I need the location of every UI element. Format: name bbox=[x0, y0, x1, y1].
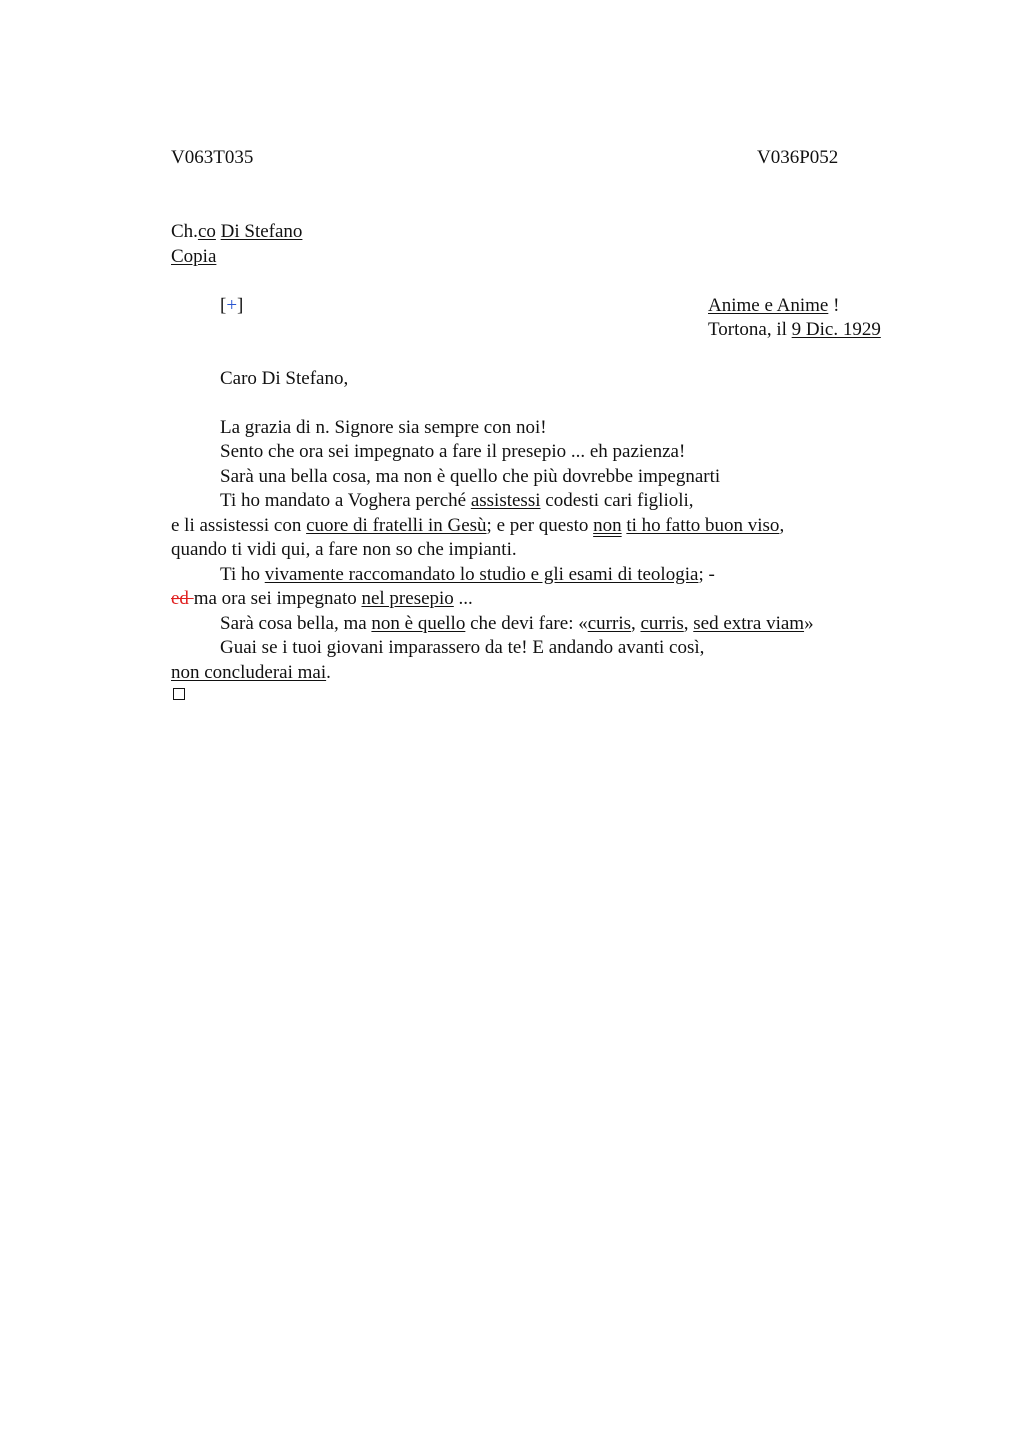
deleted-span: ed bbox=[171, 588, 194, 609]
text-span: , bbox=[631, 613, 641, 634]
text-span: Ti ho bbox=[220, 564, 265, 585]
underlined-span: vivamente raccomandato lo studio e gli esami di teologia bbox=[264, 564, 699, 585]
body-line-11 bbox=[171, 661, 331, 685]
text-span: ... bbox=[453, 588, 473, 609]
body-line-4 bbox=[220, 489, 694, 513]
underlined-span: non è quello bbox=[371, 613, 466, 634]
marker-open: [ bbox=[220, 295, 227, 316]
text-span: ; e per questo bbox=[486, 515, 594, 536]
cross-icon: + bbox=[226, 295, 238, 316]
date-value: 9 Dic. 1929 bbox=[791, 319, 881, 340]
text-span: , bbox=[779, 515, 785, 536]
double-underlined-span: non bbox=[593, 515, 622, 536]
body-line-7 bbox=[220, 563, 715, 587]
end-box-icon bbox=[173, 688, 185, 700]
motto: Anime e Anime bbox=[708, 295, 829, 316]
body-line-10: Guai se i tuoi giovani imparassero da te! E andando avanti così, bbox=[220, 637, 705, 658]
text-span: . bbox=[326, 662, 331, 683]
motto-line bbox=[708, 294, 839, 318]
underlined-span: curris bbox=[640, 613, 684, 634]
underlined-span: ti ho fatto buon viso bbox=[626, 515, 780, 536]
underlined-span: non concluderai mai bbox=[171, 662, 327, 683]
copy-label: Copia bbox=[171, 246, 217, 267]
text-span: , bbox=[683, 613, 694, 634]
date-line bbox=[708, 318, 881, 342]
addressee-line bbox=[171, 220, 302, 244]
text-span: ma ora sei impegnato bbox=[193, 588, 362, 609]
text-span: ; - bbox=[698, 564, 715, 585]
body-line-8 bbox=[171, 587, 473, 611]
salutation: Caro Di Stefano, bbox=[220, 368, 349, 389]
text-span: Ti ho mandato a Voghera perché bbox=[220, 490, 471, 511]
text-span: che devi fare: « bbox=[465, 613, 588, 634]
body-line-3: Sarà una bella cosa, ma non è quello che più dovrebbe impegnarti bbox=[220, 466, 721, 487]
body-line-6: quando ti vidi qui, a fare non so che impianti. bbox=[171, 539, 517, 560]
body-line-5 bbox=[171, 514, 784, 538]
body-line-9 bbox=[220, 612, 814, 636]
body-line-2: Sento che ora sei impegnato a fare il presepio ... eh pazienza! bbox=[220, 441, 686, 462]
cross-marker bbox=[220, 294, 243, 318]
underlined-span: nel presepio bbox=[361, 588, 454, 609]
underlined-span: sed extra viam bbox=[693, 613, 805, 634]
marker-close: ] bbox=[237, 295, 244, 316]
underlined-span: cuore di fratelli in Gesù bbox=[306, 515, 487, 536]
motto-mark: ! bbox=[828, 295, 840, 316]
text-span: Sarà cosa bella, ma bbox=[220, 613, 372, 634]
text-span: e li assistessi con bbox=[171, 515, 307, 536]
addressee-name: Di Stefano bbox=[220, 221, 303, 242]
text-span: » bbox=[804, 613, 814, 634]
document-code-right: V036P052 bbox=[757, 147, 839, 168]
addressee-prefix-sup: co bbox=[197, 221, 216, 242]
body-line-1: La grazia di n. Signore sia sempre con noi! bbox=[220, 417, 547, 438]
underlined-span: assistessi bbox=[470, 490, 541, 511]
text-span: codesti cari figlioli, bbox=[540, 490, 694, 511]
addressee-prefix: Ch. bbox=[171, 221, 198, 242]
underlined-span: curris bbox=[587, 613, 631, 634]
document-code-left: V063T035 bbox=[171, 147, 254, 168]
date-place: Tortona, il bbox=[708, 319, 792, 340]
